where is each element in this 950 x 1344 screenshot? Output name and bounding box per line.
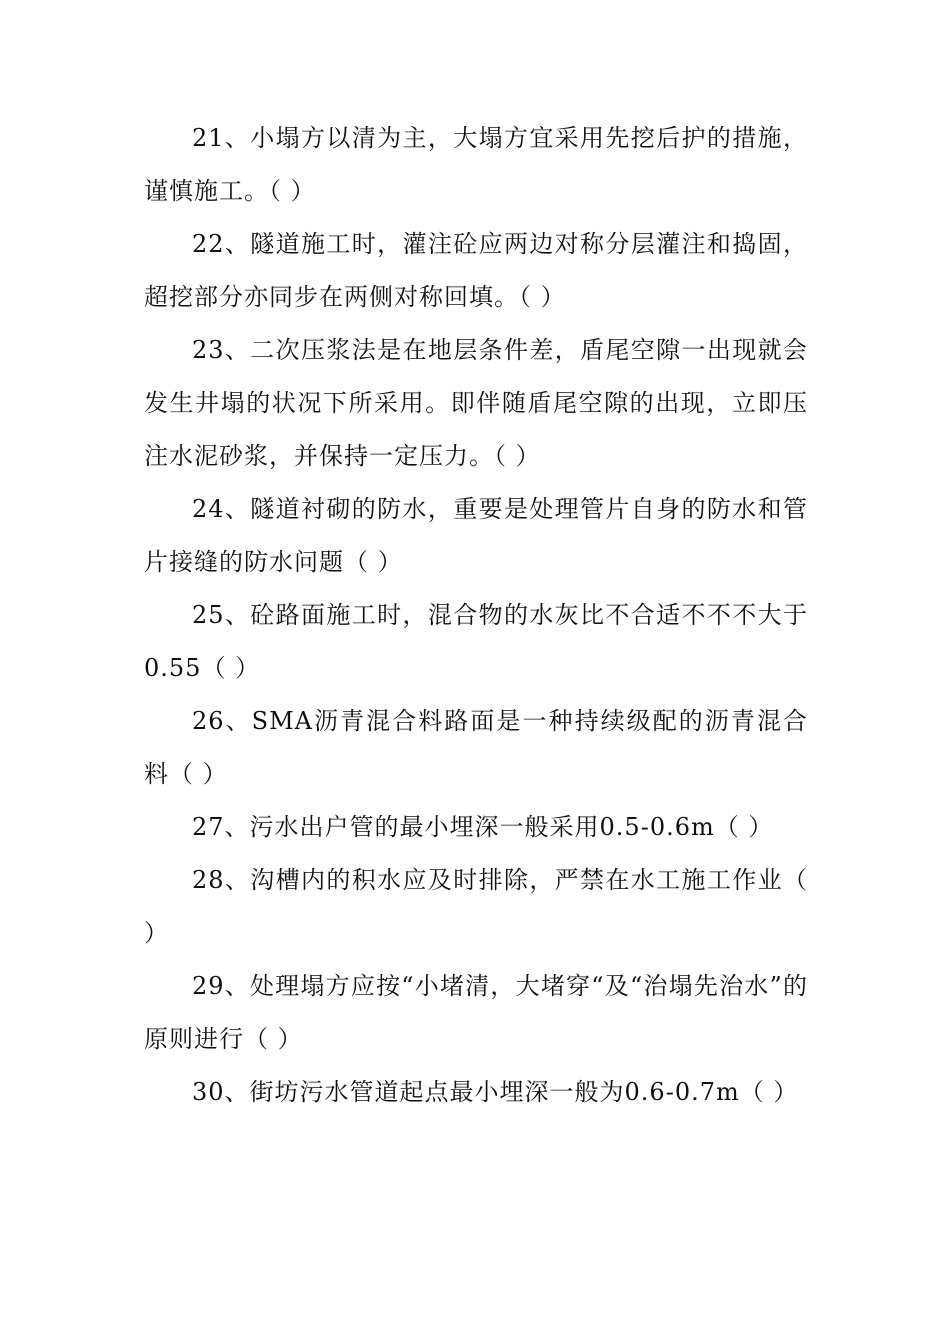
question-23: 23、二次压浆法是在地层条件差，盾尾空隙一出现就会发生井塌的状况下所采用。即伴随盾尾空隙的出现，立即压注水泥砂浆，并保持一定压力。（ ） xyxy=(144,336,808,470)
question-29: 29、处理塌方应按“小堵清，大堵穿“及“治塌先治水”的原则进行（ ） xyxy=(144,972,808,1053)
question-25: 25、砼路面施工时，混合物的水灰比不合适不不不大于0.55（ ） xyxy=(144,601,808,682)
question-30: 30、街坊污水管道起点最小埋深一般为0.6-0.7m（ ） xyxy=(192,1078,799,1106)
question-22: 22、隧道施工时，灌注砼应两边对称分层灌注和捣固，超挖部分亦同步在两侧对称回填。（ ） xyxy=(144,230,808,311)
question-24: 24、隧道衬砌的防水，重要是处理管片自身的防水和管片接缝的防水问题（ ） xyxy=(144,495,808,576)
question-list xyxy=(144,112,808,1119)
question-21: 21、小塌方以清为主，大塌方宜采用先挖后护的措施，谨慎施工。（ ） xyxy=(144,124,808,205)
question-26: 26、SMA沥青混合料路面是一种持续级配的沥青混合料（ ） xyxy=(144,707,808,788)
question-27: 27、污水出户管的最小埋深一般采用0.5-0.6m（ ） xyxy=(192,813,774,841)
question-28: 28、沟槽内的积水应及时排除，严禁在水工施工作业（ ） xyxy=(144,866,808,947)
